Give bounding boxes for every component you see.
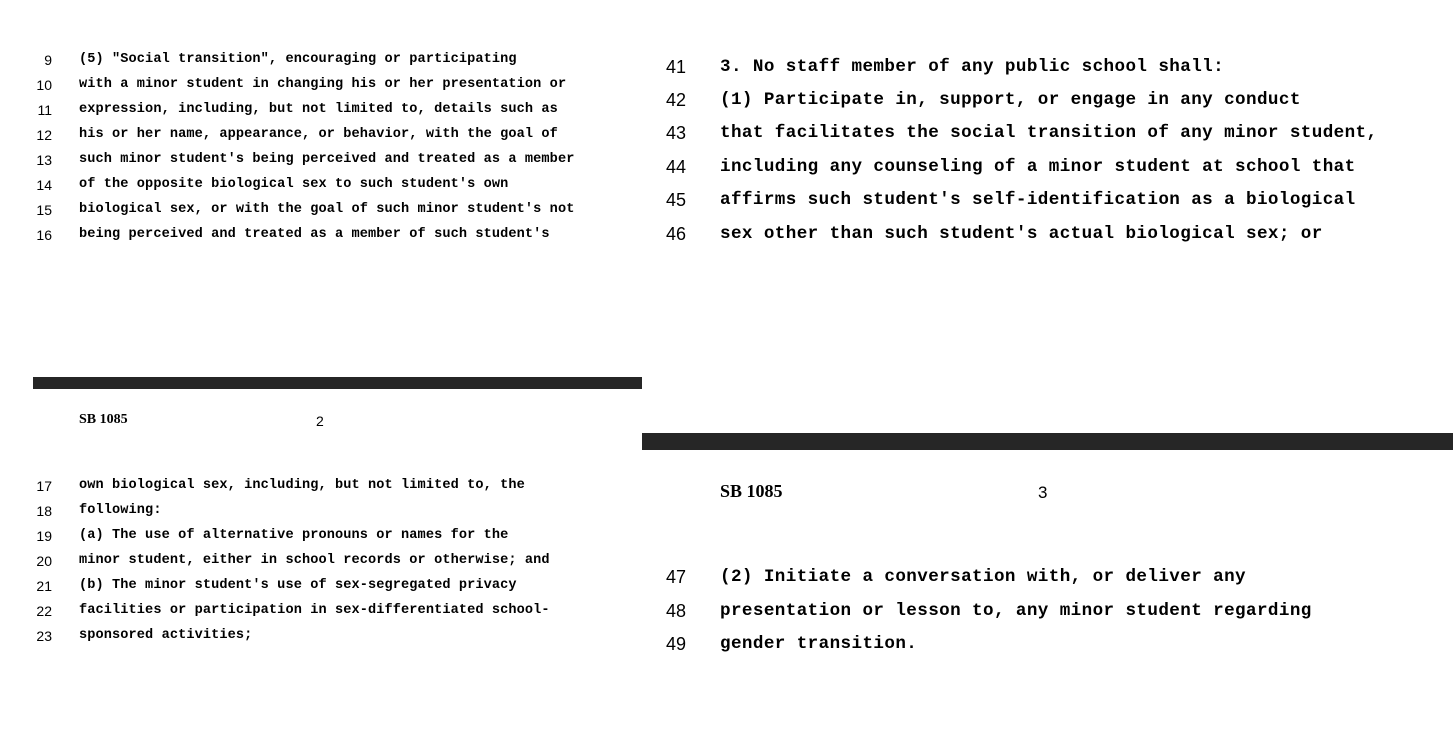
line-text: (a) The use of alternative pronouns or names for the [79, 528, 509, 543]
line-number: 11 [37, 102, 52, 118]
page-break-divider [642, 433, 1453, 450]
line-number: 19 [36, 528, 52, 544]
line-number: 43 [665, 123, 686, 143]
line-text: with a minor student in changing his or her presentation or [79, 77, 567, 92]
line-text: (2) Initiate a conversation with, or deliver any [720, 567, 1246, 587]
line-text: being perceived and treated as a member of such student's [79, 227, 550, 242]
line-number: 45 [665, 190, 686, 210]
line-text: affirms such student's self-identification as a biological [720, 190, 1356, 210]
line-text: presentation or lesson to, any minor student regarding [720, 601, 1312, 621]
line-text: 3. No staff member of any public school shall: [720, 57, 1225, 77]
line-number: 13 [36, 152, 52, 168]
line-number: 14 [36, 177, 52, 193]
line-number: 41 [665, 57, 686, 77]
line-text: sex other than such student's actual biological sex; or [720, 224, 1323, 244]
line-number: 16 [36, 227, 52, 243]
line-text: (1) Participate in, support, or engage in any conduct [720, 90, 1301, 110]
line-number: 12 [36, 127, 52, 143]
line-text: of the opposite biological sex to such student's own [79, 177, 509, 192]
line-number: 15 [36, 202, 52, 218]
line-number: 48 [665, 601, 686, 621]
line-number: 22 [36, 603, 52, 619]
line-text: including any counseling of a minor student at school that [720, 157, 1356, 177]
line-number: 18 [36, 503, 52, 519]
line-text: his or her name, appearance, or behavior, with the goal of [79, 127, 558, 142]
line-text: expression, including, but not limited to, details such as [79, 102, 558, 117]
line-text: that facilitates the social transition of any minor student, [720, 123, 1378, 143]
line-number: 10 [36, 77, 52, 93]
line-number: 21 [36, 578, 52, 594]
page-number: 2 [316, 413, 324, 429]
line-text: facilities or participation in sex-differentiated school- [79, 603, 550, 618]
page-number: 3 [1038, 483, 1048, 502]
line-number: 9 [44, 52, 52, 68]
line-number: 42 [665, 90, 686, 110]
line-text: sponsored activities; [79, 628, 253, 643]
line-number: 23 [36, 628, 52, 644]
line-text: (b) The minor student's use of sex-segregated privacy [79, 578, 517, 593]
line-number: 17 [36, 478, 52, 494]
line-text: own biological sex, including, but not limited to, the [79, 478, 525, 493]
line-number: 46 [665, 224, 686, 244]
bill-number: SB 1085 [79, 412, 128, 427]
line-text: following: [79, 503, 162, 518]
line-text: biological sex, or with the goal of such minor student's not [79, 202, 575, 217]
line-number: 47 [665, 567, 686, 587]
line-number: 44 [665, 157, 686, 177]
line-text: gender transition. [720, 634, 918, 654]
line-text: such minor student's being perceived and treated as a member [79, 152, 575, 167]
bill-number: SB 1085 [720, 481, 783, 501]
line-number: 49 [665, 634, 686, 654]
line-number: 20 [36, 553, 52, 569]
line-text: minor student, either in school records or otherwise; and [79, 553, 550, 568]
line-text: (5) "Social transition", encouraging or participating [79, 52, 517, 67]
